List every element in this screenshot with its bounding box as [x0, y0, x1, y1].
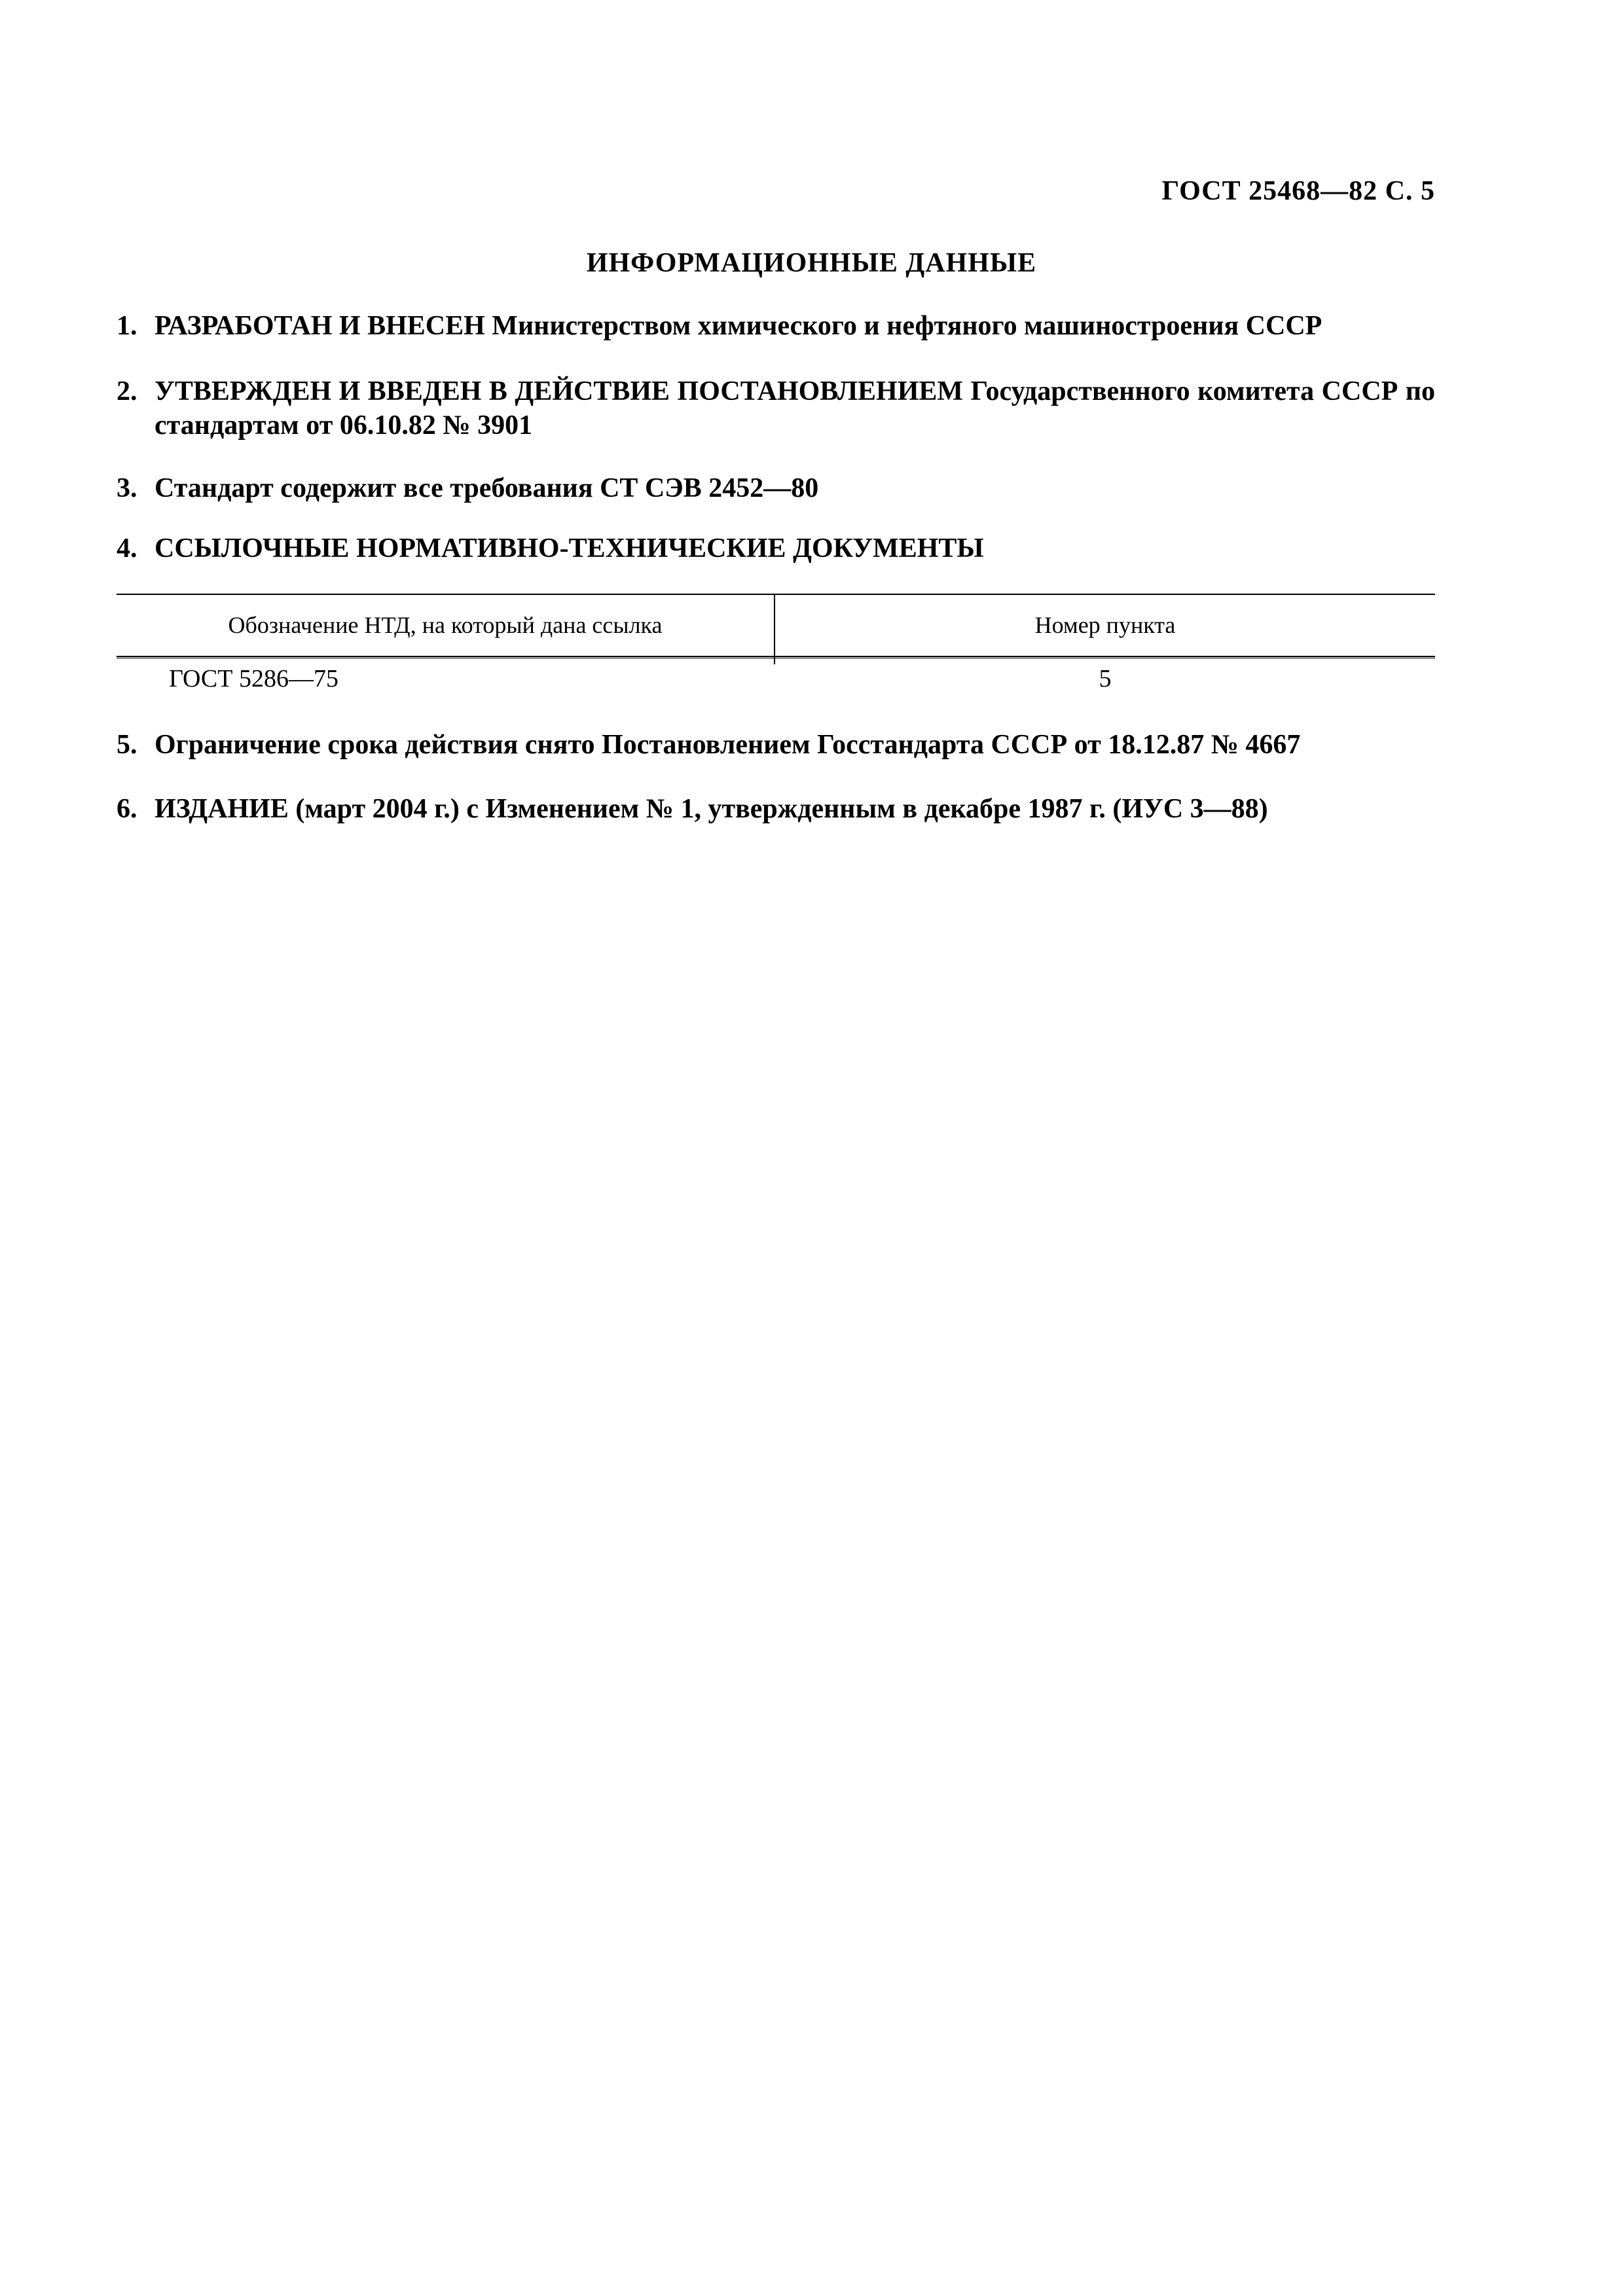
item-number: 4.: [117, 533, 137, 564]
info-item-3: [117, 471, 1435, 505]
item-text: РАЗРАБОТАН И ВНЕСЕН Министерством химического и нефтяного машиностроения СССР: [155, 311, 1322, 341]
item-text: Стандарт содержит все требования СТ СЭВ 2452—80: [155, 473, 819, 503]
item-text: ССЫЛОЧНЫЕ НОРМАТИВНО-ТЕХНИЧЕСКИЕ ДОКУМЕНТЫ: [155, 533, 984, 564]
table-cell-clause: 5: [1099, 665, 1112, 692]
table-cell-document: ГОСТ 5286—75: [169, 665, 338, 692]
info-item-2: [117, 374, 1435, 442]
table-header-document: Обозначение НТД, на который дана ссылка: [228, 612, 663, 638]
info-item-1: [117, 309, 1435, 343]
item-number: 1.: [117, 311, 137, 341]
info-item-6: [117, 792, 1435, 826]
section-title: ИНФОРМАЦИОННЫЕ ДАННЫЕ: [586, 248, 1037, 278]
info-item-5: [117, 728, 1435, 762]
reference-documents-table: [117, 594, 1435, 692]
item-number: 5.: [117, 730, 137, 760]
table-header-clause: Номер пункта: [1034, 612, 1176, 638]
item-number: 2.: [117, 376, 137, 406]
page-header-reference: ГОСТ 25468—82 С. 5: [1161, 176, 1435, 206]
info-item-4: [117, 531, 1435, 565]
item-text: ИЗДАНИЕ (март 2004 г.) с Изменением № 1, утвержденным в декабре 1987 г. (ИУС 3—88): [155, 794, 1268, 824]
item-number: 3.: [117, 473, 137, 503]
header-divider: [117, 656, 1435, 658]
item-text: УТВЕРЖДЕН И ВВЕДЕН В ДЕЙСТВИЕ ПОСТАНОВЛЕНИЕМ Государственного комитета СССР по стандартам от 06.10.82 № 3901: [155, 376, 1435, 440]
item-number: 6.: [117, 794, 137, 824]
item-text: Ограничение срока действия снято Постановлением Госстандарта СССР от 18.12.87 № 4667: [155, 730, 1301, 760]
